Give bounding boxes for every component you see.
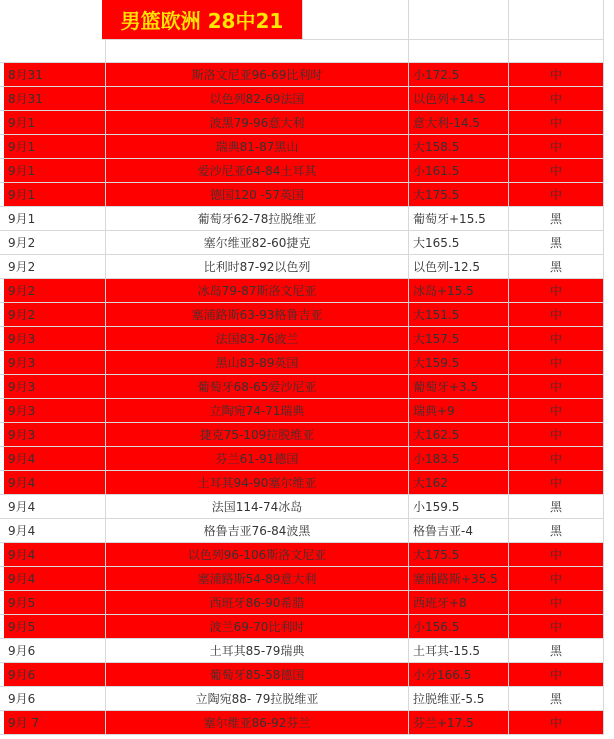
match-cell[interactable]: 爱沙尼亚64-84土耳其 (106, 159, 409, 183)
table-row (0, 639, 614, 663)
result-cell[interactable]: 中 (509, 279, 604, 303)
result-cell[interactable]: 黑 (509, 639, 604, 663)
result-cell[interactable]: 中 (509, 63, 604, 87)
bet-cell[interactable]: 大165.5 (409, 231, 509, 255)
bet-cell[interactable]: 小172.5 (409, 63, 509, 87)
empty-cell[interactable] (302, 0, 409, 40)
table-row (0, 231, 614, 255)
date-cell[interactable]: 9月4 (4, 471, 106, 495)
bet-cell[interactable]: 大175.5 (409, 543, 509, 567)
bet-cell[interactable]: 芬兰+17.5 (409, 711, 509, 735)
match-cell[interactable]: 格鲁吉亚76-84波黑 (106, 519, 409, 543)
match-cell[interactable]: 以色列96-106斯洛文尼亚 (106, 543, 409, 567)
bet-cell[interactable]: 塞浦路斯+35.5 (409, 567, 509, 591)
date-cell[interactable]: 9月3 (4, 399, 106, 423)
table-row (0, 111, 614, 135)
match-cell[interactable]: 葡萄牙85-58德国 (106, 663, 409, 687)
table-row (0, 159, 614, 183)
table-row (0, 183, 614, 207)
table-row (0, 711, 614, 735)
result-cell[interactable]: 中 (509, 423, 604, 447)
result-cell[interactable]: 黑 (509, 495, 604, 519)
table-row (0, 687, 614, 711)
table-row (0, 375, 614, 399)
result-cell[interactable]: 黑 (509, 519, 604, 543)
bet-cell[interactable]: 冰岛+15.5 (409, 279, 509, 303)
bet-cell[interactable]: 格鲁吉亚-4 (409, 519, 509, 543)
empty-cell[interactable] (106, 40, 409, 63)
date-cell[interactable]: 9月2 (4, 255, 106, 279)
blank-row (0, 40, 614, 63)
result-cell[interactable]: 中 (509, 471, 604, 495)
result-cell[interactable]: 中 (509, 567, 604, 591)
date-cell[interactable]: 9月2 (4, 303, 106, 327)
date-cell[interactable]: 9月3 (4, 423, 106, 447)
result-cell[interactable]: 黑 (509, 231, 604, 255)
match-cell[interactable]: 波兰69-70比利时 (106, 615, 409, 639)
match-cell[interactable]: 黑山83-89英国 (106, 351, 409, 375)
table-row (0, 303, 614, 327)
match-cell[interactable]: 比利时87-92以色列 (106, 255, 409, 279)
date-cell[interactable]: 9月4 (4, 543, 106, 567)
match-cell[interactable]: 葡萄牙62-78拉脱维亚 (106, 207, 409, 231)
table-row (0, 615, 614, 639)
result-cell[interactable]: 中 (509, 447, 604, 471)
date-cell[interactable]: 9月3 (4, 375, 106, 399)
empty-cell[interactable] (409, 0, 509, 40)
date-cell[interactable]: 9月2 (4, 231, 106, 255)
match-cell[interactable]: 立陶宛74-71瑞典 (106, 399, 409, 423)
table-row (0, 495, 614, 519)
result-cell[interactable]: 中 (509, 87, 604, 111)
result-cell[interactable]: 黑 (509, 687, 604, 711)
date-cell[interactable]: 9月6 (4, 639, 106, 663)
match-cell[interactable]: 芬兰61-91德国 (106, 447, 409, 471)
result-cell[interactable]: 中 (509, 135, 604, 159)
match-cell[interactable]: 土耳其94-90塞尔维亚 (106, 471, 409, 495)
table-row (0, 423, 614, 447)
table-row (0, 279, 614, 303)
match-cell[interactable]: 瑞典81-87黑山 (106, 135, 409, 159)
result-cell[interactable]: 中 (509, 159, 604, 183)
bet-cell[interactable]: 以色列-12.5 (409, 255, 509, 279)
result-cell[interactable]: 中 (509, 375, 604, 399)
data-rows (0, 63, 614, 735)
result-cell[interactable]: 中 (509, 327, 604, 351)
result-cell[interactable]: 中 (509, 111, 604, 135)
bet-cell[interactable]: 瑞典+9 (409, 399, 509, 423)
date-cell[interactable]: 9月4 (4, 447, 106, 471)
bet-cell[interactable]: 小161.5 (409, 159, 509, 183)
table-row (0, 663, 614, 687)
match-cell[interactable]: 冰岛79-87斯洛文尼亚 (106, 279, 409, 303)
result-cell[interactable]: 中 (509, 543, 604, 567)
match-cell[interactable]: 以色列82-69法国 (106, 87, 409, 111)
bet-cell[interactable]: 小183.5 (409, 447, 509, 471)
table-row (0, 63, 614, 87)
result-cell[interactable]: 中 (509, 663, 604, 687)
date-cell[interactable]: 9月 7 (4, 711, 106, 735)
sheet-title[interactable]: 男篮欧洲 28中21 (102, 0, 302, 40)
table-row (0, 399, 614, 423)
bet-cell[interactable]: 大162 (409, 471, 509, 495)
result-cell[interactable]: 黑 (509, 207, 604, 231)
bet-cell[interactable]: 大175.5 (409, 183, 509, 207)
empty-cell[interactable] (509, 40, 604, 63)
bet-cell[interactable]: 以色列+14.5 (409, 87, 509, 111)
result-cell[interactable]: 中 (509, 711, 604, 735)
date-cell[interactable]: 8月31 (4, 87, 106, 111)
match-cell[interactable]: 西班牙86-90希腊 (106, 591, 409, 615)
date-cell[interactable]: 9月4 (4, 567, 106, 591)
match-cell[interactable]: 塞浦路斯63-93格鲁吉亚 (106, 303, 409, 327)
date-cell[interactable]: 9月4 (4, 519, 106, 543)
table-row (0, 327, 614, 351)
match-cell[interactable]: 德国120 -57英国 (106, 183, 409, 207)
date-cell[interactable]: 9月4 (4, 495, 106, 519)
match-cell[interactable]: 斯洛文尼亚96-69比利时 (106, 63, 409, 87)
match-cell[interactable]: 法国83-76波兰 (106, 327, 409, 351)
match-cell[interactable]: 塞尔维亚86-92芬兰 (106, 711, 409, 735)
date-cell[interactable]: 9月1 (4, 135, 106, 159)
empty-cell[interactable] (4, 40, 106, 63)
result-cell[interactable]: 中 (509, 303, 604, 327)
result-cell[interactable]: 黑 (509, 255, 604, 279)
match-cell[interactable]: 葡萄牙68-65爱沙尼亚 (106, 375, 409, 399)
table-row (0, 447, 614, 471)
bet-cell[interactable]: 小分166.5 (409, 663, 509, 687)
date-cell[interactable]: 9月5 (4, 591, 106, 615)
table-row (0, 351, 614, 375)
table-row (0, 135, 614, 159)
match-cell[interactable]: 法国114-74冰岛 (106, 495, 409, 519)
result-cell[interactable]: 中 (509, 351, 604, 375)
date-cell[interactable]: 9月1 (4, 207, 106, 231)
title-row (0, 0, 614, 40)
match-cell[interactable]: 波黑79-96意大利 (106, 111, 409, 135)
bet-cell[interactable]: 大159.5 (409, 351, 509, 375)
bet-cell[interactable]: 大151.5 (409, 303, 509, 327)
empty-cell[interactable] (409, 40, 509, 63)
date-cell[interactable]: 9月6 (4, 687, 106, 711)
bet-cell[interactable]: 大162.5 (409, 423, 509, 447)
table-row (0, 543, 614, 567)
match-cell[interactable]: 塞尔维亚82-60捷克 (106, 231, 409, 255)
date-cell[interactable]: 9月1 (4, 183, 106, 207)
match-cell[interactable]: 塞浦路斯54-89意大利 (106, 567, 409, 591)
bet-cell[interactable]: 土耳其-15.5 (409, 639, 509, 663)
date-cell[interactable]: 9月3 (4, 327, 106, 351)
table-row (0, 471, 614, 495)
bet-cell[interactable]: 小159.5 (409, 495, 509, 519)
date-cell[interactable]: 9月2 (4, 279, 106, 303)
table-row (0, 255, 614, 279)
table-row (0, 519, 614, 543)
table-row (0, 87, 614, 111)
bet-cell[interactable]: 大157.5 (409, 327, 509, 351)
table-row (0, 207, 614, 231)
date-cell[interactable]: 8月31 (4, 63, 106, 87)
match-cell[interactable]: 土耳其85-79瑞典 (106, 639, 409, 663)
bet-cell[interactable]: 西班牙+8 (409, 591, 509, 615)
date-cell[interactable]: 9月6 (4, 663, 106, 687)
table-row (0, 567, 614, 591)
result-cell[interactable]: 中 (509, 399, 604, 423)
date-cell[interactable]: 9月3 (4, 351, 106, 375)
bet-cell[interactable]: 小156.5 (409, 615, 509, 639)
result-cell[interactable]: 中 (509, 183, 604, 207)
result-cell[interactable]: 中 (509, 615, 604, 639)
bet-cell[interactable]: 意大利-14.5 (409, 111, 509, 135)
match-cell[interactable]: 立陶宛88- 79拉脱维亚 (106, 687, 409, 711)
bet-cell[interactable]: 葡萄牙+15.5 (409, 207, 509, 231)
bet-cell[interactable]: 拉脱维亚-5.5 (409, 687, 509, 711)
date-cell[interactable]: 9月5 (4, 615, 106, 639)
table-row (0, 591, 614, 615)
result-cell[interactable]: 中 (509, 591, 604, 615)
date-cell[interactable]: 9月1 (4, 111, 106, 135)
empty-cell[interactable] (509, 0, 604, 40)
bet-cell[interactable]: 葡萄牙+3.5 (409, 375, 509, 399)
bet-cell[interactable]: 大158.5 (409, 135, 509, 159)
date-cell[interactable]: 9月1 (4, 159, 106, 183)
match-cell[interactable]: 捷克75-109拉脱维亚 (106, 423, 409, 447)
